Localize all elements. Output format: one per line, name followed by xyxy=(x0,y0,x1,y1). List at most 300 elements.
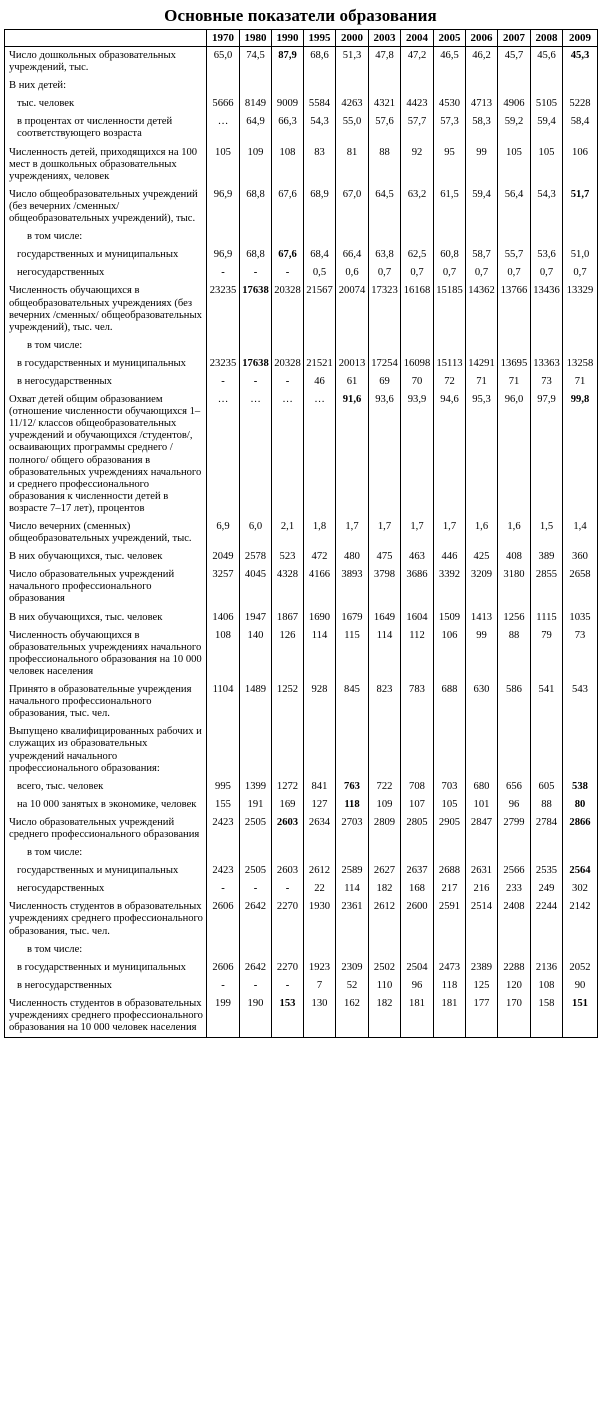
value-cell: 60,8 xyxy=(434,246,466,264)
value-cell: 62,5 xyxy=(401,246,434,264)
value-cell: 67,6 xyxy=(272,246,304,264)
value-cell: 0,7 xyxy=(401,264,434,282)
value-cell: 67,0 xyxy=(336,186,369,228)
value-cell: 543 xyxy=(563,681,598,723)
value-cell xyxy=(336,844,369,862)
row-label: в том числе: xyxy=(5,228,207,246)
value-cell: 4166 xyxy=(304,566,336,608)
value-cell: 1930 xyxy=(304,898,336,940)
value-cell xyxy=(304,844,336,862)
value-cell: - xyxy=(207,977,240,995)
value-cell: 2805 xyxy=(401,814,434,844)
value-cell: 2270 xyxy=(272,898,304,940)
value-cell: 93,6 xyxy=(369,391,401,518)
value-cell xyxy=(336,941,369,959)
value-cell: 688 xyxy=(434,681,466,723)
value-cell: 605 xyxy=(531,778,563,796)
value-cell: 61 xyxy=(336,373,369,391)
value-cell: 114 xyxy=(369,627,401,681)
value-cell: 13258 xyxy=(563,355,598,373)
value-cell: 472 xyxy=(304,548,336,566)
value-cell: 13363 xyxy=(531,355,563,373)
table-row xyxy=(5,77,598,95)
value-cell xyxy=(466,941,498,959)
row-label: Численность детей, приходящихся на 100 мест в дошкольных образовательных учреждениях, человек xyxy=(5,144,207,186)
value-cell: 4045 xyxy=(240,566,272,608)
value-cell: 928 xyxy=(304,681,336,723)
value-cell: 51,3 xyxy=(336,47,369,78)
value-cell xyxy=(401,844,434,862)
value-cell xyxy=(563,844,598,862)
value-cell: 480 xyxy=(336,548,369,566)
value-cell xyxy=(401,941,434,959)
value-cell: 5228 xyxy=(563,95,598,113)
year-header: 2004 xyxy=(401,30,434,47)
value-cell: 2504 xyxy=(401,959,434,977)
value-cell: 92 xyxy=(401,144,434,186)
row-label: Численность студентов в образовательных учреждениях среднего профессионального образования, тыс. чел. xyxy=(5,898,207,940)
value-cell: 47,8 xyxy=(369,47,401,78)
row-label: в том числе: xyxy=(5,337,207,355)
value-cell: 181 xyxy=(401,995,434,1038)
value-cell: 2578 xyxy=(240,548,272,566)
value-cell: 13695 xyxy=(498,355,531,373)
value-cell: 120 xyxy=(498,977,531,995)
value-cell: 2631 xyxy=(466,862,498,880)
value-cell: 88 xyxy=(531,796,563,814)
year-header: 1990 xyxy=(272,30,304,47)
value-cell: 140 xyxy=(240,627,272,681)
row-label: негосударственных xyxy=(5,880,207,898)
value-cell: 199 xyxy=(207,995,240,1038)
value-cell: 6,9 xyxy=(207,518,240,548)
value-cell xyxy=(434,941,466,959)
row-label: Число вечерних (сменных) общеобразовательных учреждений, тыс. xyxy=(5,518,207,548)
value-cell: 57,3 xyxy=(434,113,466,143)
value-cell: 96,0 xyxy=(498,391,531,518)
value-cell xyxy=(498,77,531,95)
value-cell: 463 xyxy=(401,548,434,566)
table-row xyxy=(5,880,598,898)
value-cell: 69 xyxy=(369,373,401,391)
value-cell: 68,6 xyxy=(304,47,336,78)
row-label: в негосударственных xyxy=(5,977,207,995)
value-cell xyxy=(240,941,272,959)
value-cell: 0,6 xyxy=(336,264,369,282)
value-cell: 13766 xyxy=(498,282,531,336)
value-cell: 108 xyxy=(531,977,563,995)
value-cell: - xyxy=(240,264,272,282)
value-cell: 105 xyxy=(207,144,240,186)
value-cell: 0,7 xyxy=(369,264,401,282)
row-label: Численность обучающихся в общеобразовательных учреждениях (без вечерних /сменных/ общеобразовательных учреждений), тыс. чел. xyxy=(5,282,207,336)
value-cell: 15185 xyxy=(434,282,466,336)
row-label: Численность студентов в образовательных учреждениях среднего профессионального образования на 10 000 человек населения xyxy=(5,995,207,1038)
value-cell: 541 xyxy=(531,681,563,723)
row-label: Число общеобразовательных учреждений (без вечерних /сменных/ общеобразовательных учреждений), тыс. xyxy=(5,186,207,228)
year-header: 2006 xyxy=(466,30,498,47)
value-cell: 538 xyxy=(563,778,598,796)
value-cell: 2658 xyxy=(563,566,598,608)
value-cell: 703 xyxy=(434,778,466,796)
value-cell xyxy=(531,844,563,862)
value-cell: 68,8 xyxy=(240,186,272,228)
table-row xyxy=(5,627,598,681)
value-cell: 73 xyxy=(563,627,598,681)
table-row xyxy=(5,862,598,880)
value-cell: 3893 xyxy=(336,566,369,608)
value-cell xyxy=(240,337,272,355)
value-cell: 2052 xyxy=(563,959,598,977)
value-cell: 126 xyxy=(272,627,304,681)
value-cell: 841 xyxy=(304,778,336,796)
value-cell: 4328 xyxy=(272,566,304,608)
value-cell: 127 xyxy=(304,796,336,814)
value-cell: 2642 xyxy=(240,959,272,977)
value-cell: 51,0 xyxy=(563,246,598,264)
value-cell: 1,7 xyxy=(401,518,434,548)
value-cell: 2603 xyxy=(272,814,304,844)
value-cell: 58,4 xyxy=(563,113,598,143)
value-cell: 46,2 xyxy=(466,47,498,78)
value-cell: 71 xyxy=(498,373,531,391)
table-row xyxy=(5,844,598,862)
value-cell: 446 xyxy=(434,548,466,566)
value-cell xyxy=(207,723,240,777)
row-label: на 10 000 занятых в экономике, человек xyxy=(5,796,207,814)
value-cell: 1413 xyxy=(466,609,498,627)
value-cell: 83 xyxy=(304,144,336,186)
value-cell: 59,2 xyxy=(498,113,531,143)
value-cell: 55,7 xyxy=(498,246,531,264)
value-cell: 51,7 xyxy=(563,186,598,228)
value-cell: 81 xyxy=(336,144,369,186)
value-cell xyxy=(304,941,336,959)
value-cell: 57,7 xyxy=(401,113,434,143)
value-cell: … xyxy=(207,113,240,143)
value-cell: 2423 xyxy=(207,814,240,844)
value-cell: 2642 xyxy=(240,898,272,940)
table-row xyxy=(5,941,598,959)
table-row xyxy=(5,246,598,264)
value-cell: 586 xyxy=(498,681,531,723)
value-cell: 1489 xyxy=(240,681,272,723)
table-row xyxy=(5,796,598,814)
value-cell: 425 xyxy=(466,548,498,566)
value-cell: 125 xyxy=(466,977,498,995)
row-label: Число образовательных учреждений начального профессионального образования xyxy=(5,566,207,608)
value-cell: 70 xyxy=(401,373,434,391)
row-label: негосударственных xyxy=(5,264,207,282)
row-label: в негосударственных xyxy=(5,373,207,391)
value-cell xyxy=(304,723,336,777)
value-cell: 249 xyxy=(531,880,563,898)
value-cell xyxy=(466,844,498,862)
value-cell: 153 xyxy=(272,995,304,1038)
value-cell: 158 xyxy=(531,995,563,1038)
value-cell: 2514 xyxy=(466,898,498,940)
value-cell: - xyxy=(272,880,304,898)
value-cell: 57,6 xyxy=(369,113,401,143)
value-cell xyxy=(272,337,304,355)
value-cell: 845 xyxy=(336,681,369,723)
value-cell: 20328 xyxy=(272,282,304,336)
value-cell xyxy=(466,228,498,246)
value-cell: - xyxy=(272,977,304,995)
value-cell: 0,7 xyxy=(434,264,466,282)
table-row xyxy=(5,518,598,548)
table-row xyxy=(5,355,598,373)
value-cell: - xyxy=(240,373,272,391)
value-cell: 71 xyxy=(563,373,598,391)
year-header: 2003 xyxy=(369,30,401,47)
value-cell: 2591 xyxy=(434,898,466,940)
value-cell xyxy=(369,228,401,246)
value-cell: 3798 xyxy=(369,566,401,608)
value-cell: 1406 xyxy=(207,609,240,627)
value-cell: 88 xyxy=(498,627,531,681)
value-cell: 0,7 xyxy=(466,264,498,282)
value-cell: 2309 xyxy=(336,959,369,977)
value-cell: 71 xyxy=(466,373,498,391)
value-cell: 783 xyxy=(401,681,434,723)
value-cell: 217 xyxy=(434,880,466,898)
value-cell: 3686 xyxy=(401,566,434,608)
value-cell: 1604 xyxy=(401,609,434,627)
value-cell xyxy=(401,723,434,777)
value-cell: 97,9 xyxy=(531,391,563,518)
value-cell: 107 xyxy=(401,796,434,814)
value-cell: - xyxy=(240,880,272,898)
value-cell xyxy=(434,723,466,777)
table-row xyxy=(5,391,598,518)
value-cell: … xyxy=(207,391,240,518)
value-cell: 2566 xyxy=(498,862,531,880)
value-cell: 182 xyxy=(369,880,401,898)
value-cell: 20074 xyxy=(336,282,369,336)
row-label: в том числе: xyxy=(5,941,207,959)
value-cell: - xyxy=(240,977,272,995)
value-cell: 17254 xyxy=(369,355,401,373)
value-cell: 1252 xyxy=(272,681,304,723)
value-cell: 68,4 xyxy=(304,246,336,264)
value-cell xyxy=(272,228,304,246)
table-row xyxy=(5,186,598,228)
value-cell: 64,9 xyxy=(240,113,272,143)
year-header: 1980 xyxy=(240,30,272,47)
value-cell: 105 xyxy=(498,144,531,186)
value-cell: 3257 xyxy=(207,566,240,608)
header-corner-cell xyxy=(5,30,207,47)
value-cell: 59,4 xyxy=(466,186,498,228)
value-cell: 56,4 xyxy=(498,186,531,228)
year-header: 1970 xyxy=(207,30,240,47)
value-cell: 74,5 xyxy=(240,47,272,78)
value-cell: 708 xyxy=(401,778,434,796)
value-cell: 96,9 xyxy=(207,186,240,228)
value-cell: 80 xyxy=(563,796,598,814)
value-cell xyxy=(498,723,531,777)
value-cell: 0,5 xyxy=(304,264,336,282)
row-label: Принято в образовательные учреждения начального профессионального образования, тыс. чел. xyxy=(5,681,207,723)
row-label: в том числе: xyxy=(5,844,207,862)
row-label: в государственных и муниципальных xyxy=(5,355,207,373)
value-cell: 14291 xyxy=(466,355,498,373)
value-cell: 88 xyxy=(369,144,401,186)
value-cell: 94,6 xyxy=(434,391,466,518)
value-cell: 17638 xyxy=(240,355,272,373)
value-cell: … xyxy=(240,391,272,518)
value-cell: 58,3 xyxy=(466,113,498,143)
value-cell: 1509 xyxy=(434,609,466,627)
value-cell: 21567 xyxy=(304,282,336,336)
value-cell xyxy=(207,941,240,959)
value-cell: 90 xyxy=(563,977,598,995)
value-cell xyxy=(207,77,240,95)
value-cell: 2784 xyxy=(531,814,563,844)
value-cell: 2049 xyxy=(207,548,240,566)
value-cell: 15113 xyxy=(434,355,466,373)
value-cell: 96 xyxy=(401,977,434,995)
value-cell: 151 xyxy=(563,995,598,1038)
value-cell: 4263 xyxy=(336,95,369,113)
value-cell xyxy=(207,228,240,246)
value-cell: 66,4 xyxy=(336,246,369,264)
value-cell: 1,7 xyxy=(336,518,369,548)
value-cell: 475 xyxy=(369,548,401,566)
value-cell: 108 xyxy=(207,627,240,681)
value-cell: 2799 xyxy=(498,814,531,844)
value-cell: - xyxy=(207,373,240,391)
value-cell: 16098 xyxy=(401,355,434,373)
value-cell xyxy=(240,723,272,777)
value-cell xyxy=(369,941,401,959)
value-cell: 1399 xyxy=(240,778,272,796)
value-cell: 1,7 xyxy=(369,518,401,548)
value-cell: - xyxy=(272,264,304,282)
value-cell: 177 xyxy=(466,995,498,1038)
table-row xyxy=(5,681,598,723)
value-cell: 58,7 xyxy=(466,246,498,264)
value-cell xyxy=(531,941,563,959)
value-cell: 63,8 xyxy=(369,246,401,264)
value-cell xyxy=(531,77,563,95)
value-cell: 6,0 xyxy=(240,518,272,548)
value-cell: 105 xyxy=(531,144,563,186)
value-cell: 1,6 xyxy=(466,518,498,548)
value-cell: 2634 xyxy=(304,814,336,844)
table-row xyxy=(5,814,598,844)
value-cell xyxy=(272,844,304,862)
value-cell: 408 xyxy=(498,548,531,566)
value-cell: 118 xyxy=(336,796,369,814)
year-header: 1995 xyxy=(304,30,336,47)
value-cell: 23235 xyxy=(207,355,240,373)
value-cell: 17323 xyxy=(369,282,401,336)
table-row xyxy=(5,898,598,940)
value-cell: 108 xyxy=(272,144,304,186)
value-cell: 389 xyxy=(531,548,563,566)
value-cell: 8149 xyxy=(240,95,272,113)
value-cell xyxy=(498,228,531,246)
value-cell xyxy=(531,228,563,246)
value-cell: 1,4 xyxy=(563,518,598,548)
value-cell: 68,9 xyxy=(304,186,336,228)
value-cell: … xyxy=(304,391,336,518)
value-cell: 2389 xyxy=(466,959,498,977)
value-cell: 106 xyxy=(434,627,466,681)
value-cell xyxy=(401,77,434,95)
value-cell: 114 xyxy=(304,627,336,681)
value-cell: 4423 xyxy=(401,95,434,113)
value-cell: 93,9 xyxy=(401,391,434,518)
value-cell: 2600 xyxy=(401,898,434,940)
value-cell: - xyxy=(272,373,304,391)
value-cell xyxy=(434,844,466,862)
value-cell: 99,8 xyxy=(563,391,598,518)
value-cell xyxy=(401,337,434,355)
value-cell: 45,6 xyxy=(531,47,563,78)
value-cell xyxy=(498,337,531,355)
value-cell: 302 xyxy=(563,880,598,898)
value-cell: 66,3 xyxy=(272,113,304,143)
value-cell: 1947 xyxy=(240,609,272,627)
value-cell: 191 xyxy=(240,796,272,814)
value-cell: 190 xyxy=(240,995,272,1038)
value-cell xyxy=(369,723,401,777)
value-cell xyxy=(563,723,598,777)
value-cell: 680 xyxy=(466,778,498,796)
value-cell: 67,6 xyxy=(272,186,304,228)
header-row xyxy=(5,30,598,47)
value-cell xyxy=(304,228,336,246)
value-cell: 45,3 xyxy=(563,47,598,78)
value-cell: 1679 xyxy=(336,609,369,627)
value-cell: 630 xyxy=(466,681,498,723)
table-row xyxy=(5,264,598,282)
value-cell xyxy=(336,228,369,246)
value-cell: 823 xyxy=(369,681,401,723)
value-cell: 0,7 xyxy=(498,264,531,282)
row-label: Охват детей общим образованием (отношение численности обучающихся 1–11/12/ классов общеобразовательных учреждений и обучающихся /студентов/, осваивающих программы среднего /полного/ общего образования в образовательных учреждениях начального и среднего профессионального образования к численности детей в возрасте 7–17 лет), процентов xyxy=(5,391,207,518)
value-cell: 5666 xyxy=(207,95,240,113)
value-cell: 87,9 xyxy=(272,47,304,78)
value-cell xyxy=(498,941,531,959)
value-cell xyxy=(369,77,401,95)
value-cell: 3392 xyxy=(434,566,466,608)
value-cell: 2809 xyxy=(369,814,401,844)
value-cell: 1272 xyxy=(272,778,304,796)
value-cell: 20013 xyxy=(336,355,369,373)
value-cell xyxy=(563,337,598,355)
value-cell: 2270 xyxy=(272,959,304,977)
value-cell: 2564 xyxy=(563,862,598,880)
value-cell: 110 xyxy=(369,977,401,995)
value-cell: 23235 xyxy=(207,282,240,336)
value-cell: 2502 xyxy=(369,959,401,977)
value-cell xyxy=(563,228,598,246)
value-cell: 91,6 xyxy=(336,391,369,518)
table-row xyxy=(5,995,598,1038)
value-cell: 2847 xyxy=(466,814,498,844)
table-row xyxy=(5,95,598,113)
value-cell: 9009 xyxy=(272,95,304,113)
value-cell: 20328 xyxy=(272,355,304,373)
value-cell xyxy=(401,228,434,246)
value-cell: 182 xyxy=(369,995,401,1038)
value-cell xyxy=(240,77,272,95)
row-label: В них детей: xyxy=(5,77,207,95)
